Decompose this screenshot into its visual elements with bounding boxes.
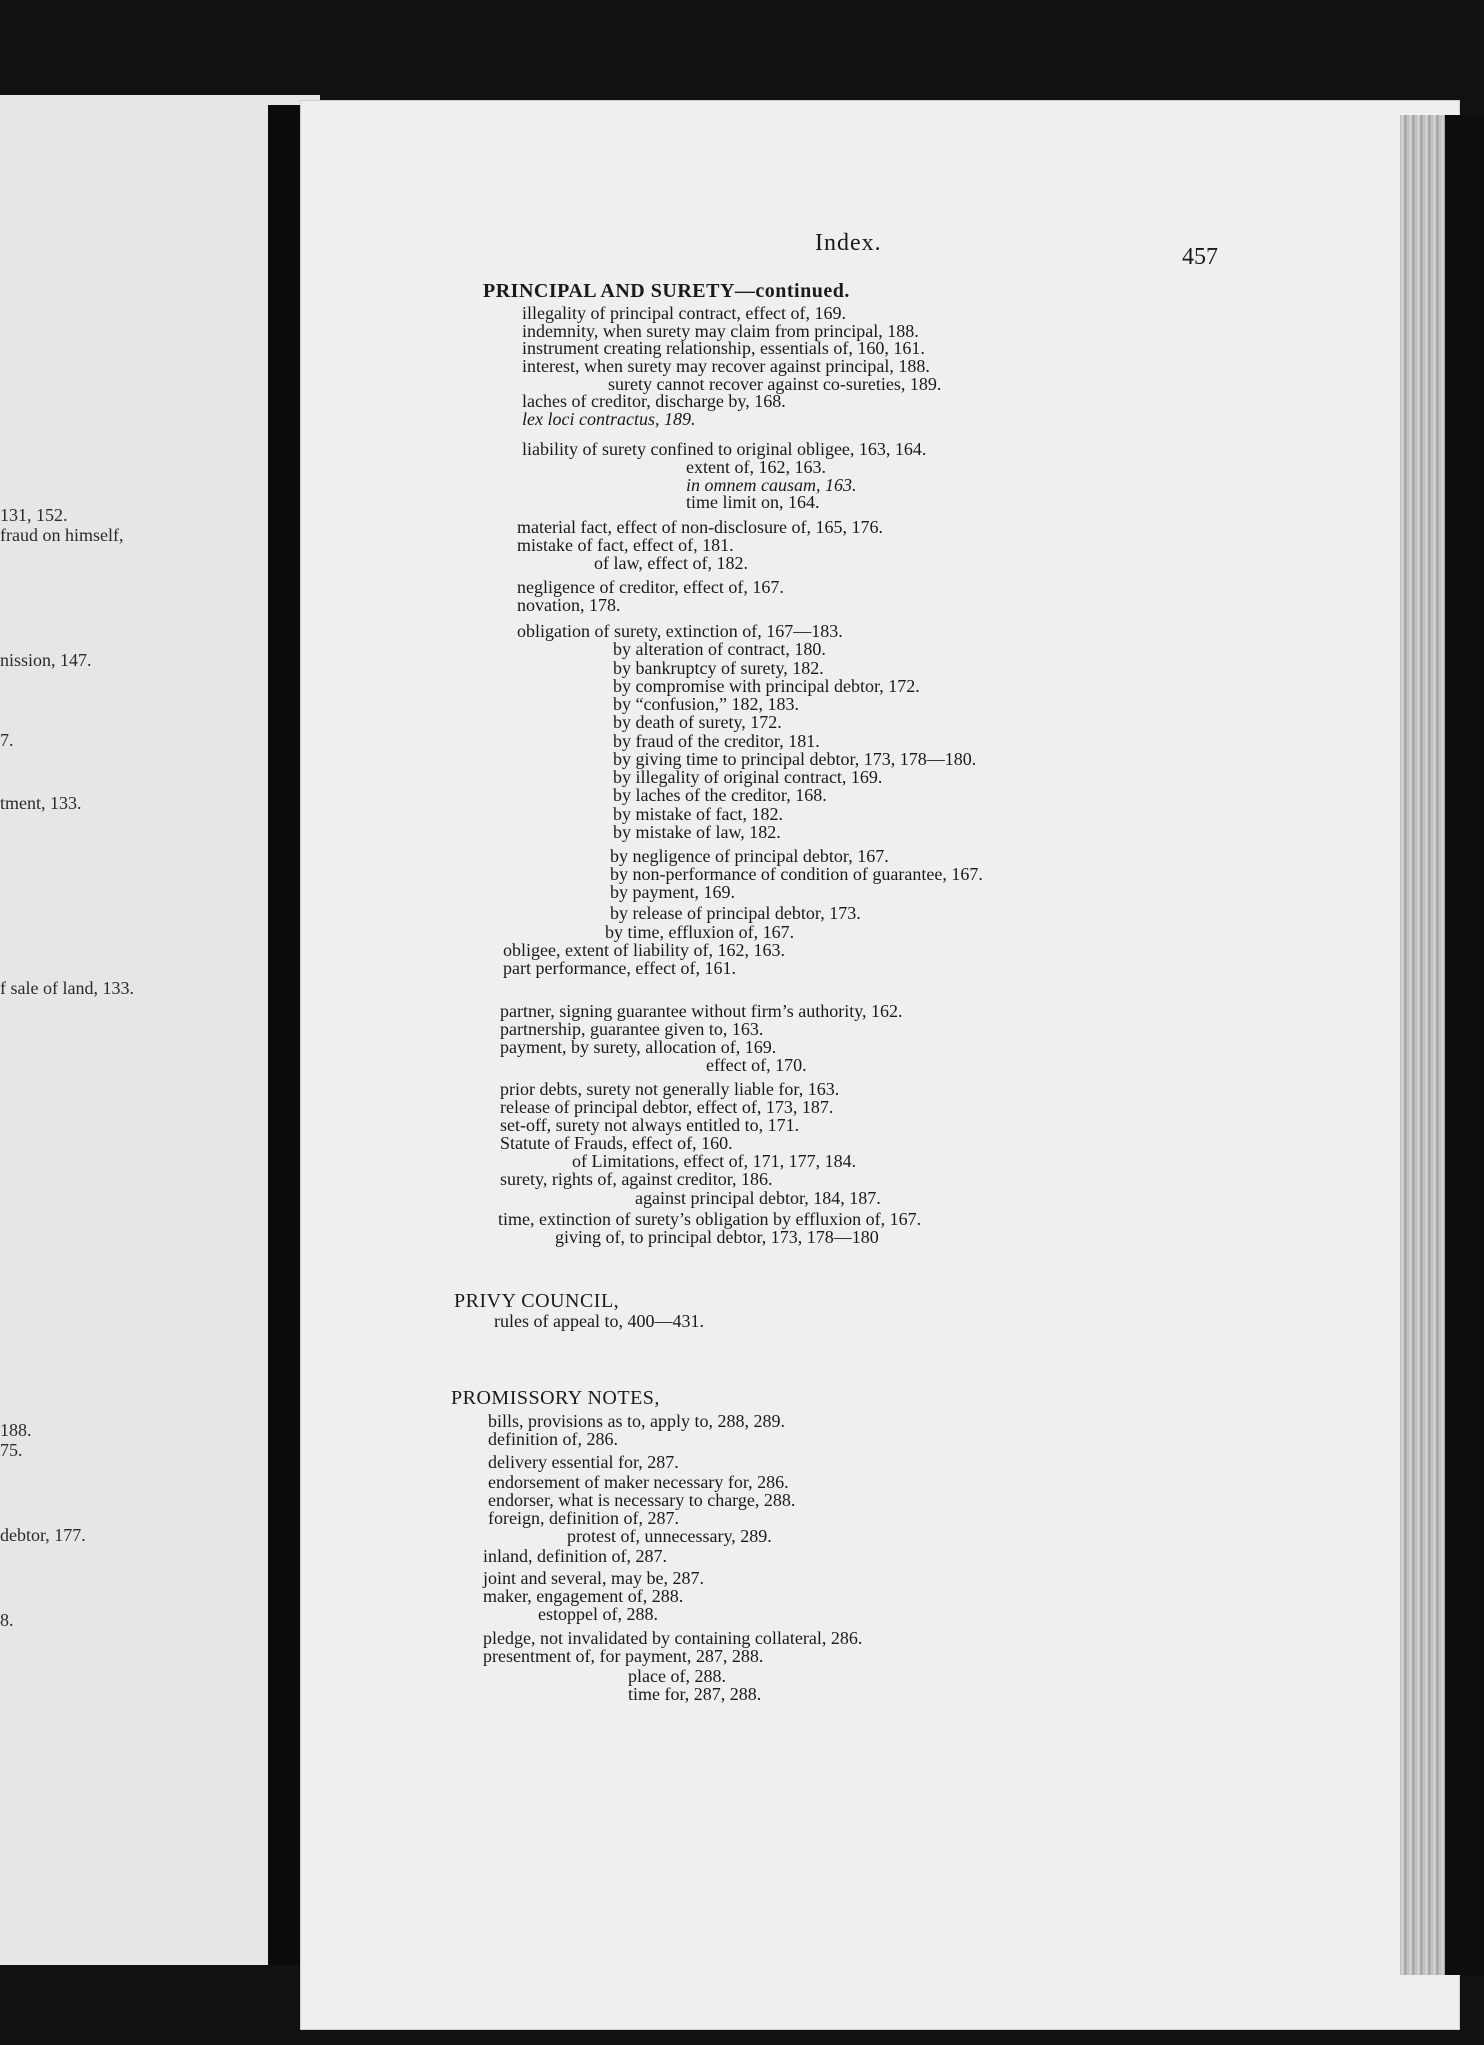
index-entry: by bankruptcy of surety, 182. — [613, 658, 824, 678]
index-entry: against principal debtor, 184, 187. — [635, 1188, 881, 1208]
index-entry: presentment of, for payment, 287, 288. — [483, 1646, 764, 1666]
index-entry: obligee, extent of liability of, 162, 163. — [503, 940, 785, 960]
index-entry: partnership, guarantee given to, 163. — [500, 1019, 764, 1039]
index-entry: negligence of creditor, effect of, 167. — [517, 577, 784, 597]
index-entry: giving of, to principal debtor, 173, 178—180 — [555, 1227, 879, 1247]
index-entry: surety cannot recover against co-sureties, 189. — [608, 374, 942, 394]
left-fragment: 7. — [0, 730, 14, 750]
index-entry: pledge, not invalidated by containing collateral, 286. — [483, 1628, 863, 1648]
index-entry: illegality of principal contract, effect of, 169. — [522, 303, 847, 323]
index-entry: by release of principal debtor, 173. — [610, 903, 861, 923]
index-entry: by payment, 169. — [610, 882, 735, 902]
left-fragment: 8. — [0, 1610, 14, 1630]
index-entry: part performance, effect of, 161. — [503, 958, 737, 978]
index-entry: time for, 287, 288. — [628, 1684, 762, 1704]
left-fragment: tment, 133. — [0, 793, 82, 813]
index-entry: rules of appeal to, 400—431. — [494, 1311, 704, 1331]
index-entry: by illegality of original contract, 169. — [613, 767, 883, 787]
index-entry: instrument creating relationship, essentials of, 160, 161. — [522, 338, 925, 358]
left-fragment: 188. — [0, 1420, 32, 1440]
index-entry: estoppel of, 288. — [538, 1604, 658, 1624]
index-entry: time, extinction of surety’s obligation by effluxion of, 167. — [498, 1209, 922, 1229]
index-entry: indemnity, when surety may claim from principal, 188. — [522, 321, 919, 341]
index-entry: extent of, 162, 163. — [686, 457, 826, 477]
index-entry: by compromise with principal debtor, 172. — [613, 676, 920, 696]
running-header: Index. — [815, 230, 882, 256]
index-entry: joint and several, may be, 287. — [483, 1568, 704, 1588]
index-entry: bills, provisions as to, apply to, 288, 289. — [488, 1411, 785, 1431]
index-entry: foreign, definition of, 287. — [488, 1508, 679, 1528]
index-entry: laches of creditor, discharge by, 168. — [522, 391, 786, 411]
index-heading: PRINCIPAL AND SURETY—continued. — [483, 280, 850, 302]
index-heading: PRIVY COUNCIL, — [454, 1290, 620, 1312]
index-entry: effect of, 170. — [706, 1055, 807, 1075]
index-entry: material fact, effect of non-disclosure of, 165, 176. — [517, 517, 884, 537]
index-entry: by laches of the creditor, 168. — [613, 785, 827, 805]
index-entry: maker, engagement of, 288. — [483, 1586, 684, 1606]
index-heading: PROMISSORY NOTES, — [451, 1387, 660, 1409]
left-fragment: fraud on himself, — [0, 525, 124, 545]
index-entry: endorsement of maker necessary for, 286. — [488, 1472, 789, 1492]
index-entry: inland, definition of, 287. — [483, 1546, 667, 1566]
index-entry: surety, rights of, against creditor, 186. — [500, 1169, 773, 1189]
index-entry: by mistake of law, 182. — [613, 822, 781, 842]
index-entry: of Limitations, effect of, 171, 177, 184. — [572, 1151, 857, 1171]
index-entry: liability of surety confined to original obligee, 163, 164. — [522, 439, 927, 459]
index-entry: definition of, 286. — [488, 1429, 618, 1449]
index-entry: by alteration of contract, 180. — [613, 639, 826, 659]
index-entry: payment, by surety, allocation of, 169. — [500, 1037, 777, 1057]
index-entry: in omnem causam, 163. — [686, 475, 857, 495]
index-entry: partner, signing guarantee without firm’s authority, 162. — [500, 1001, 903, 1021]
left-fragment: 131, 152. — [0, 505, 68, 525]
index-entry: interest, when surety may recover against principal, 188. — [522, 356, 930, 376]
index-entry: delivery essential for, 287. — [488, 1452, 679, 1472]
index-entry: by “confusion,” 182, 183. — [613, 694, 799, 714]
index-entry: by death of surety, 172. — [613, 712, 782, 732]
index-entry: prior debts, surety not generally liable for, 163. — [500, 1079, 840, 1099]
page-number: 457 — [1182, 244, 1218, 270]
index-entry: time limit on, 164. — [686, 492, 820, 512]
index-entry: obligation of surety, extinction of, 167—183. — [517, 621, 843, 641]
index-entry: set-off, surety not always entitled to, 171. — [500, 1115, 800, 1135]
index-entry: novation, 178. — [517, 595, 621, 615]
index-entry: by giving time to principal debtor, 173, 178—180. — [613, 749, 977, 769]
index-entry: by time, effluxion of, 167. — [605, 922, 795, 942]
index-entry: mistake of fact, effect of, 181. — [517, 535, 734, 555]
index-entry: protest of, unnecessary, 289. — [567, 1526, 772, 1546]
index-entry: by mistake of fact, 182. — [613, 804, 783, 824]
index-entry: by fraud of the creditor, 181. — [613, 731, 820, 751]
index-entry: Statute of Frauds, effect of, 160. — [500, 1133, 733, 1153]
left-fragment: nission, 147. — [0, 650, 92, 670]
index-entry: endorser, what is necessary to charge, 288. — [488, 1490, 796, 1510]
index-entry: release of principal debtor, effect of, 173, 187. — [500, 1097, 834, 1117]
left-fragment: debtor, 177. — [0, 1525, 86, 1545]
index-entry: place of, 288. — [628, 1666, 726, 1686]
left-fragment: f sale of land, 133. — [0, 978, 134, 998]
index-entry: lex loci contractus, 189. — [522, 409, 696, 429]
index-entry: of law, effect of, 182. — [594, 553, 748, 573]
index-entry: by negligence of principal debtor, 167. — [610, 846, 889, 866]
index-entry: by non-performance of condition of guarantee, 167. — [610, 864, 983, 884]
left-fragment: 75. — [0, 1440, 23, 1460]
page-shadow — [1445, 115, 1484, 1975]
